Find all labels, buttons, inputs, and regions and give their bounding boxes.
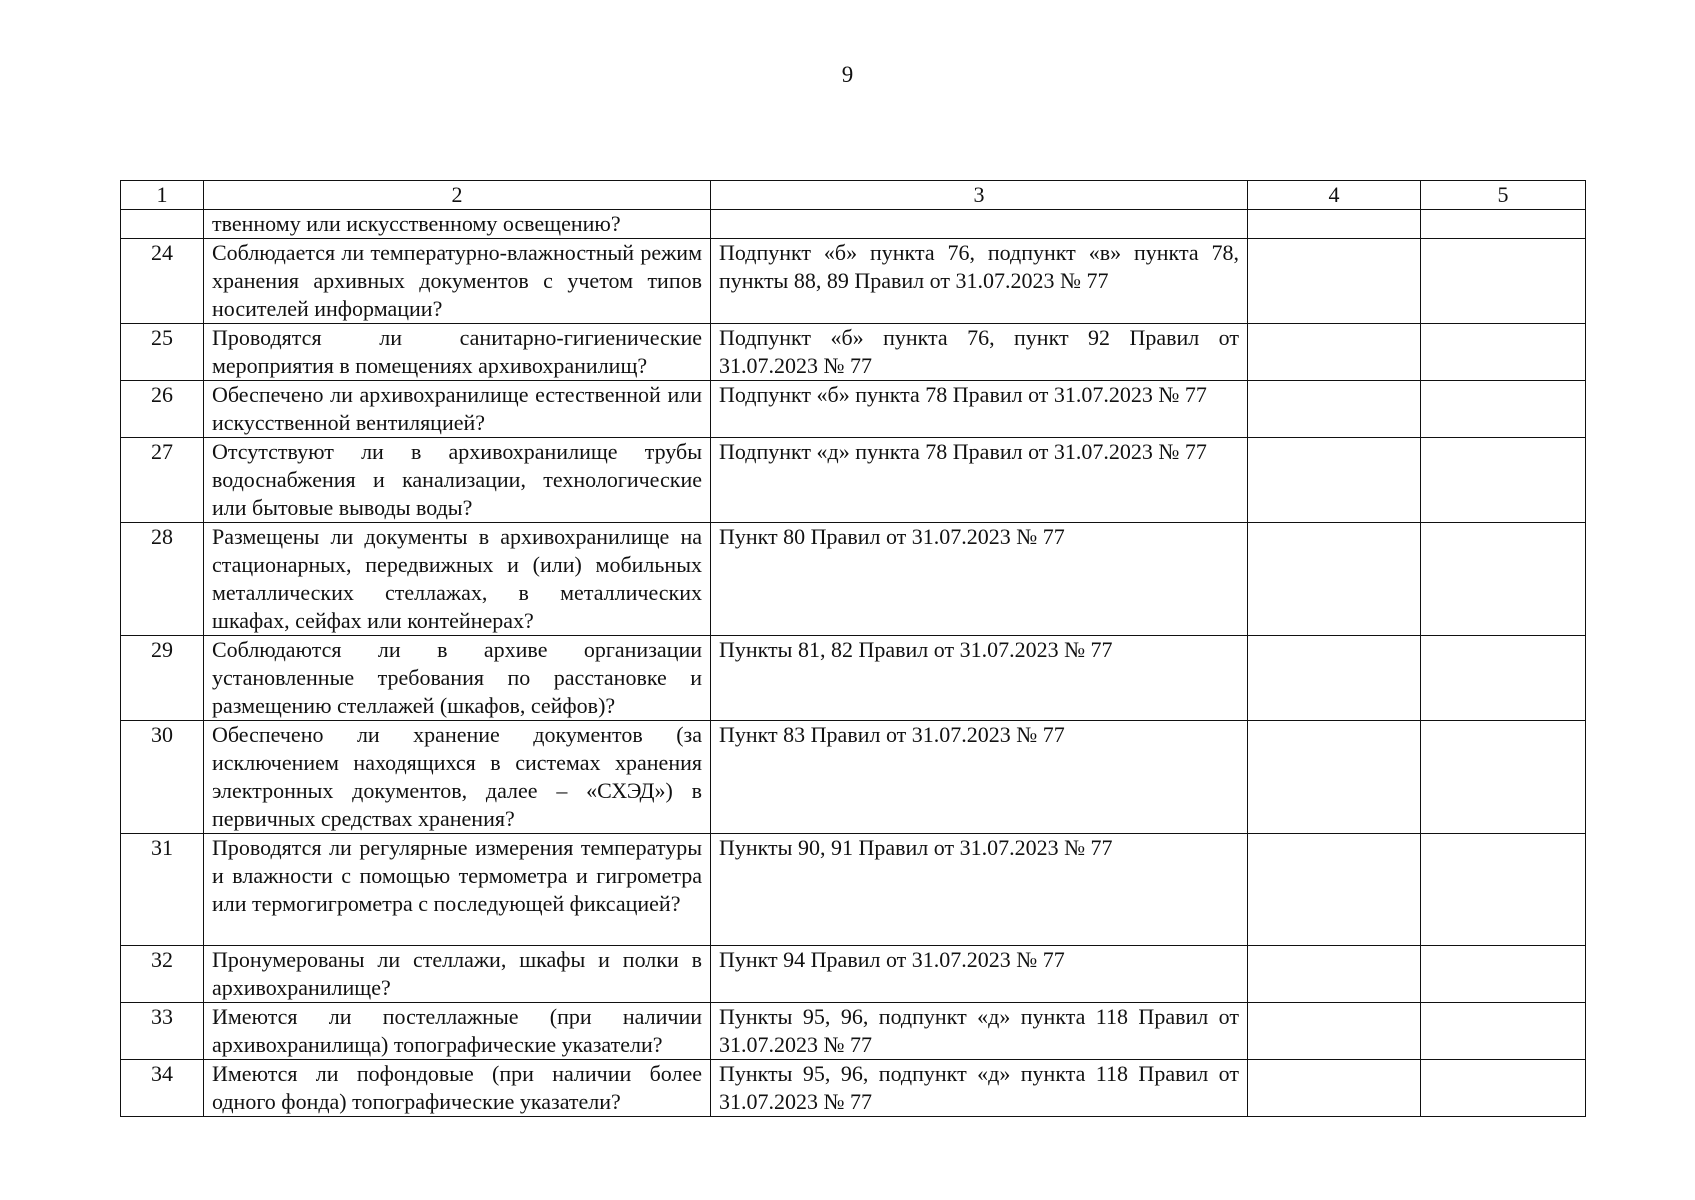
row-number: 25 [121,324,204,381]
page-number: 9 [841,62,854,87]
row-number: 26 [121,381,204,438]
row-question: Имеются ли пофондовые (при наличии более одного фонда) топографические указатели? [204,1060,711,1117]
row-col5 [1421,210,1586,239]
row-reference: Пункты 90, 91 Правил от 31.07.2023 № 77 [711,834,1248,946]
table-row [121,1060,1586,1117]
row-reference: Подпункт «б» пункта 78 Правил от 31.07.2023 № 77 [711,381,1248,438]
table-row [121,239,1586,324]
table-body [121,210,1586,1117]
row-number: 27 [121,438,204,523]
table-header [121,181,1586,210]
row-reference: Пункт 94 Правил от 31.07.2023 № 77 [711,946,1248,1003]
row-col4 [1248,1003,1421,1060]
row-number: 32 [121,946,204,1003]
table-row [121,946,1586,1003]
row-col4 [1248,721,1421,834]
row-col5 [1421,1003,1586,1060]
row-number [121,210,204,239]
row-question: Соблюдаются ли в архиве организации установленные требования по расстановке и размещению стеллажей (шкафов, сейфов)? [204,636,711,721]
row-question: Проводятся ли санитарно-гигиенические мероприятия в помещениях архивохранилищ? [204,324,711,381]
row-number: 31 [121,834,204,946]
row-question: Имеются ли постеллажные (при наличии архивохранилища) топографические указатели? [204,1003,711,1060]
row-reference: Подпункт «д» пункта 78 Правил от 31.07.2023 № 77 [711,438,1248,523]
row-question: Обеспечено ли хранение документов (за исключением находящихся в системах хранения электронных документов, далее – «СХЭД») в первичных средствах хранения? [204,721,711,834]
row-col5 [1421,834,1586,946]
table-row [121,834,1586,946]
table-row [121,438,1586,523]
row-reference: Пункт 80 Правил от 31.07.2023 № 77 [711,523,1248,636]
row-col4 [1248,523,1421,636]
row-col5 [1421,239,1586,324]
checklist-table [120,180,1586,1117]
row-col4 [1248,381,1421,438]
row-col5 [1421,523,1586,636]
table-row [121,324,1586,381]
row-question: Пронумерованы ли стеллажи, шкафы и полки в архивохранилище? [204,946,711,1003]
row-col5 [1421,1060,1586,1117]
row-col5 [1421,946,1586,1003]
table-row [121,636,1586,721]
row-col5 [1421,636,1586,721]
header-col-1: 1 [121,181,204,210]
row-reference: Пункты 81, 82 Правил от 31.07.2023 № 77 [711,636,1248,721]
row-reference: Подпункт «б» пункта 76, пункт 92 Правил от 31.07.2023 № 77 [711,324,1248,381]
row-number: 33 [121,1003,204,1060]
row-reference: Пункты 95, 96, подпункт «д» пункта 118 Правил от 31.07.2023 № 77 [711,1003,1248,1060]
row-col4 [1248,946,1421,1003]
row-col4 [1248,210,1421,239]
row-question: Обеспечено ли архивохранилище естественной или искусственной вентиляцией? [204,381,711,438]
row-question: Отсутствуют ли в архивохранилище трубы водоснабжения и канализации, технологические или бытовые выводы воды? [204,438,711,523]
row-col5 [1421,721,1586,834]
row-number: 28 [121,523,204,636]
table-row [121,381,1586,438]
row-col4 [1248,636,1421,721]
table-row [121,721,1586,834]
row-reference [711,210,1248,239]
table-row [121,1003,1586,1060]
row-question: Проводятся ли регулярные измерения температуры и влажности с помощью термометра и гигрометра или термогигрометра с последующей фиксацией? [204,834,711,946]
row-col5 [1421,324,1586,381]
row-col5 [1421,438,1586,523]
row-reference: Пункт 83 Правил от 31.07.2023 № 77 [711,721,1248,834]
row-question: Соблюдается ли температурно-влажностный режим хранения архивных документов с учетом типов носителей информации? [204,239,711,324]
row-number: 30 [121,721,204,834]
row-number: 34 [121,1060,204,1117]
row-question: твенному или искусственному освещению? [204,210,711,239]
row-col4 [1248,324,1421,381]
row-col5 [1421,381,1586,438]
row-number: 24 [121,239,204,324]
header-col-5: 5 [1421,181,1586,210]
row-col4 [1248,239,1421,324]
row-number: 29 [121,636,204,721]
row-question: Размещены ли документы в архивохранилище на стационарных, передвижных и (или) мобильных металлических стеллажах, в металлических шкафах, сейфах или контейнерах? [204,523,711,636]
row-col4 [1248,834,1421,946]
table-row [121,210,1586,239]
header-col-2: 2 [204,181,711,210]
row-reference: Подпункт «б» пункта 76, подпункт «в» пункта 78, пункты 88, 89 Правил от 31.07.2023 № 77 [711,239,1248,324]
header-row [121,181,1586,210]
header-col-3: 3 [711,181,1248,210]
row-col4 [1248,438,1421,523]
table-row [121,523,1586,636]
header-col-4: 4 [1248,181,1421,210]
row-reference: Пункты 95, 96, подпункт «д» пункта 118 Правил от 31.07.2023 № 77 [711,1060,1248,1117]
row-col4 [1248,1060,1421,1117]
